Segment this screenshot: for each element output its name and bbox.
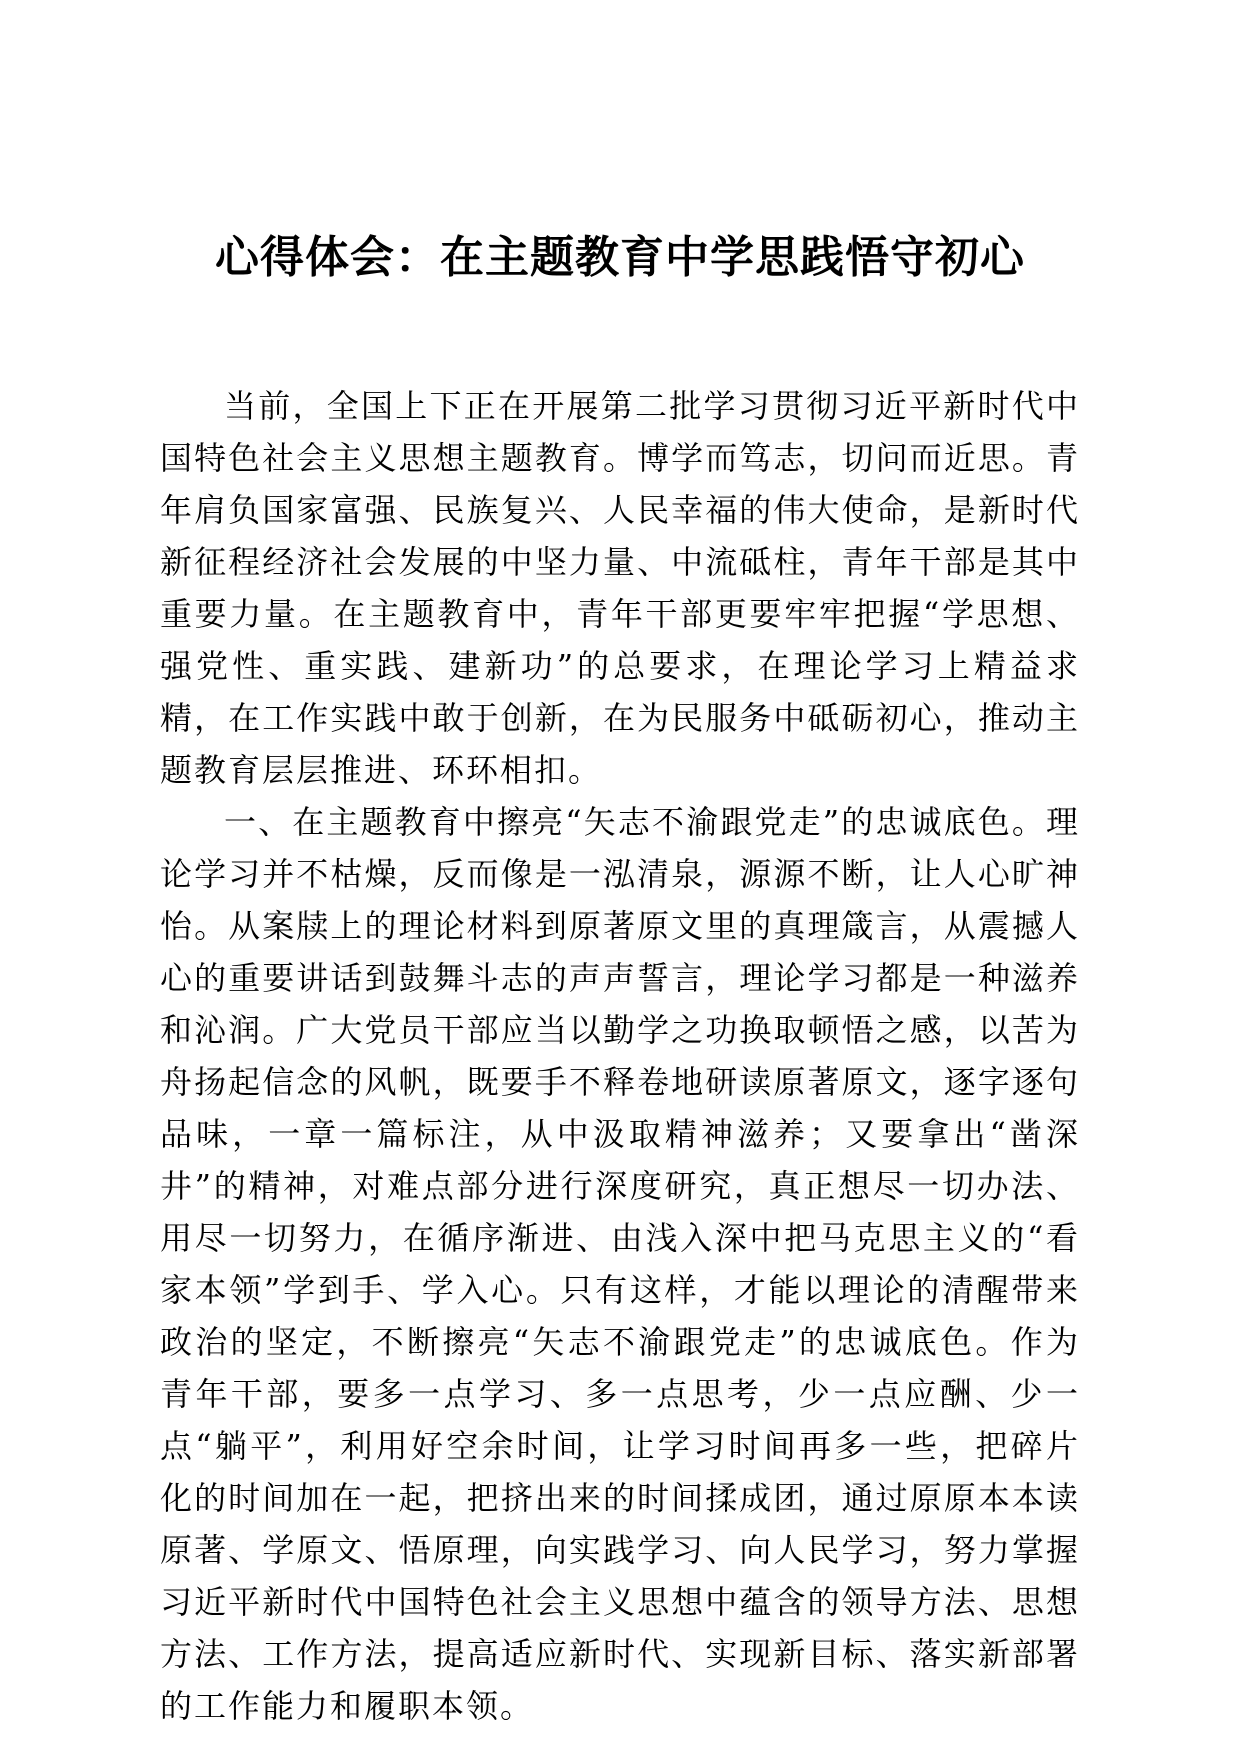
paragraph-section-one: 一、在主题教育中擦亮“矢志不渝跟党走”的忠诚底色。理论学习并不枯燥，反而像是一泓清泉，源源不断，让人心旷神怡。从案牍上的理论材料到原著原文里的真理箴言，从震撼人心的重要讲话到鼓舞斗志的声声誓言，理论学习都是一种滋养和沁润。广大党员干部应当以勤学之功换取顿悟之感，以苦为舟扬起信念的风帆，既要手不释卷地研读原著原文，逐字逐句品味，一章一篇标注，从中汲取精神滋养；又要拿出“凿深井”的精神，对难点部分进行深度研究，真正想尽一切办法、用尽一切努力，在循序渐进、由浅入深中把马克思主义的“看家本领”学到手、学入心。只有这样，才能以理论的清醒带来政治的坚定，不断擦亮“矢志不渝跟党走”的忠诚底色。作为青年干部，要多一点学习、多一点思考，少一点应酬、少一点“躺平”，利用好空余时间，让学习时间再多一些，把碎片化的时间加在一起，把挤出来的时间揉成团，通过原原本本读原著、学原文、悟原理，向实践学习、向人民学习，努力掌握习近平新时代中国特色社会主义思想中蕴含的领导方法、思想方法、工作方法，提高适应新时代、实现新目标、落实新部署的工作能力和履职本领。 (160, 803, 1080, 1725)
document-body (160, 380, 1080, 1732)
paragraph-intro: 当前，全国上下正在开展第二批学习贯彻习近平新时代中国特色社会主义思想主题教育。博学而笃志，切问而近思。青年肩负国家富强、民族复兴、人民幸福的伟大使命，是新时代新征程经济社会发展的中坚力量、中流砥柱，青年干部是其中重要力量。在主题教育中，青年干部更要牢牢把握“学思想、强党性、重实践、建新功”的总要求，在理论学习上精益求精，在工作实践中敢于创新，在为民服务中砥砺初心，推动主题教育层层推进、环环相扣。 (160, 387, 1080, 789)
document-title: 心得体会：在主题教育中学思践悟守初心 (215, 232, 1025, 283)
